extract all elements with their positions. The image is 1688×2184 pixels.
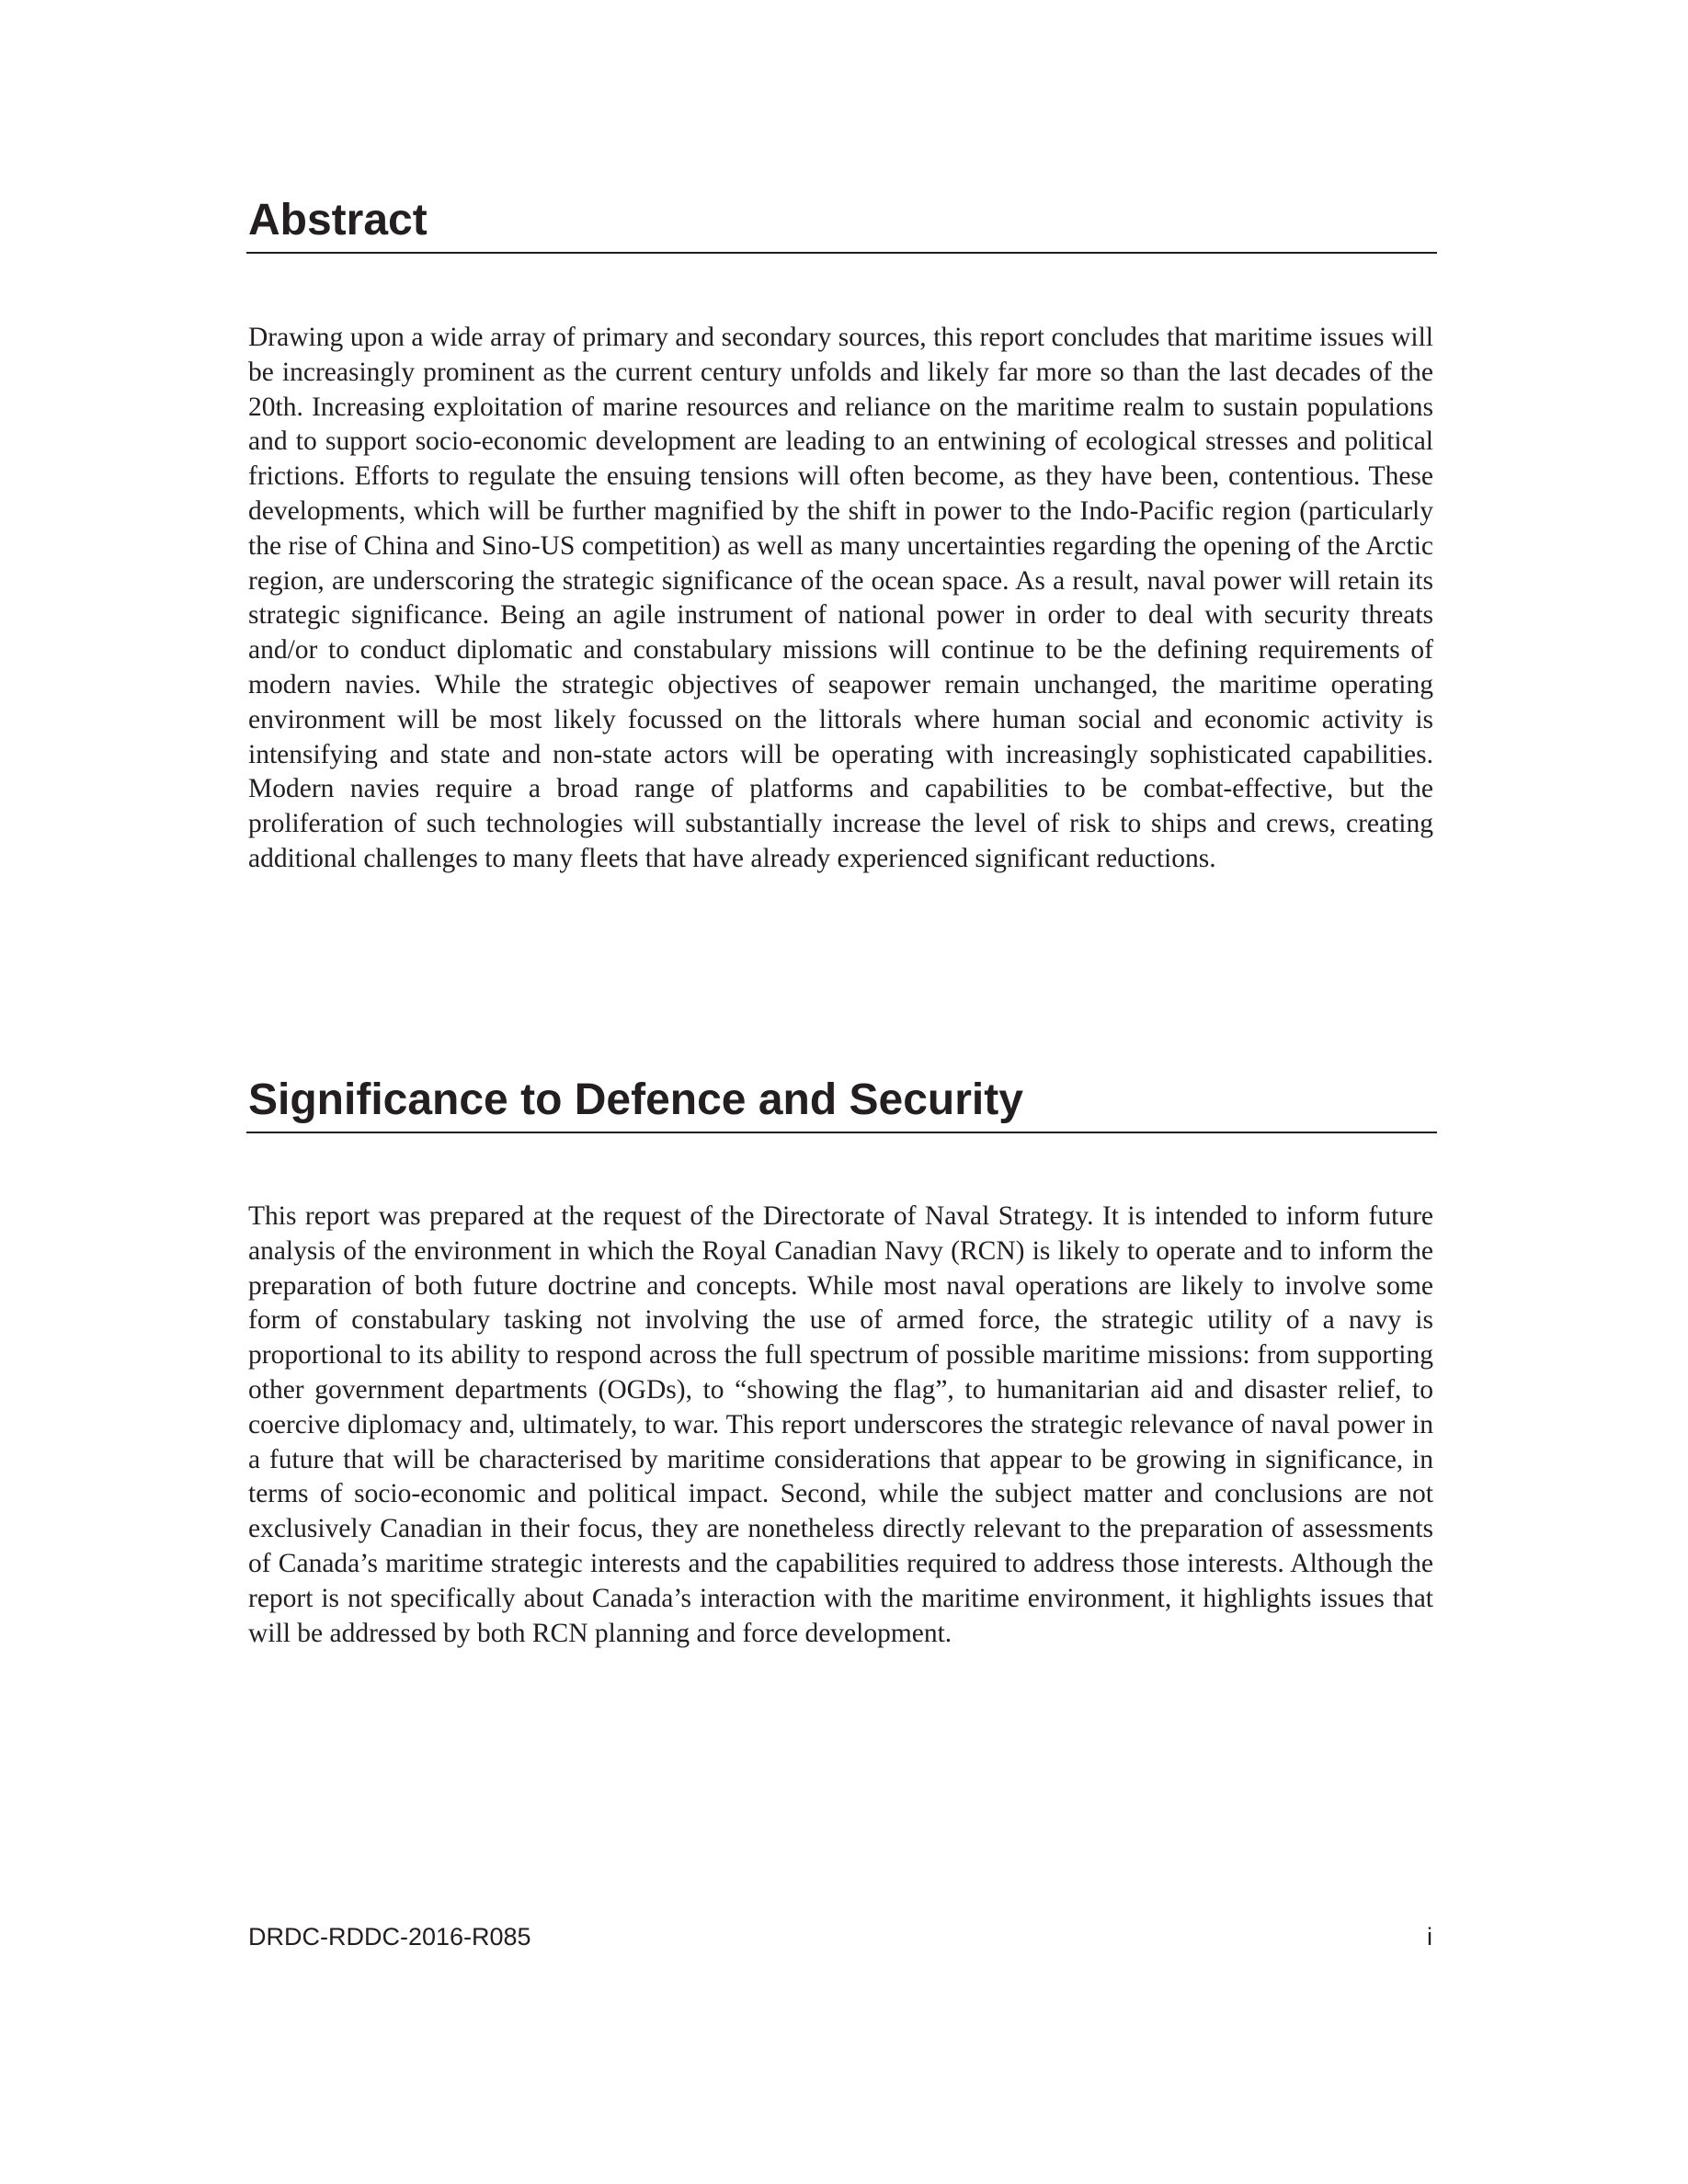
document-id: DRDC-RDDC-2016-R085 bbox=[248, 1923, 531, 1951]
significance-body: This report was prepared at the request of the Directorate of Naval Strategy. It is intended to inform future analysis of the environment in which the Royal Canadian Navy (RCN) is likely to operate and to inform the preparation of both future doctrine and concepts. While most naval operations are likely to involve some form of constabulary tasking not involving the use of armed force, the strategic utility of a navy is proportional to its ability to respond across the full spectrum of possible maritime missions: from supporting other government departments (OGDs), to “showing the flag”, to humanitarian aid and disaster relief, to coercive diplomacy and, ultimately, to war. This report underscores the strategic relevance of naval power in a future that will be characterised by maritime considerations that appear to be growing in significance, in terms of socio-economic and political impact. Second, while the subject matter and conclusions are not exclusively Canadian in their focus, they are nonetheless directly relevant to the preparation of assessments of Canada’s maritime strategic interests and the capabilities required to address those interests. Although the report is not specifically about Canada’s interaction with the maritime environment, it highlights issues that will be addressed by both RCN planning and force development. bbox=[248, 1201, 1433, 1648]
significance-heading: Significance to Defence and Security bbox=[246, 1075, 1437, 1133]
abstract-heading: Abstract bbox=[246, 195, 1437, 254]
abstract-body: Drawing upon a wide array of primary and secondary sources, this report concludes that maritime issues will be increasingly prominent as the current century unfolds and likely far more so than the last decades of the 20th. Increasing exploitation of marine resources and reliance on the maritime realm to sustain populations and to support socio-economic development are leading to an entwining of ecological stresses and political frictions. Efforts to regulate the ensuing tensions will often become, as they have been, contentious. These developments, which will be further magnified by the shift in power to the Indo-Pacific region (particularly the rise of China and Sino-US competition) as well as many uncertainties regarding the opening of the Arctic region, are underscoring the strategic significance of the ocean space. As a result, naval power will retain its strategic significance. Being an agile instrument of national power in order to deal with security threats and/or to conduct diplomatic and constabulary missions will continue to be the defining requirements of modern navies. While the strategic objectives of seapower remain unchanged, the maritime operating environment will be most likely focussed on the littorals where human social and economic activity is intensifying and state and non-state actors will be operating with increasingly sophisticated capabilities. Modern navies require a broad range of platforms and capabilities to be combat-effective, but the proliferation of such technologies will substantially increase the level of risk to ships and crews, creating additional challenges to many fleets that have already experienced significant reductions. bbox=[248, 323, 1433, 873]
abstract-section bbox=[246, 195, 1437, 877]
page-number: i bbox=[1427, 1923, 1432, 1951]
significance-section bbox=[246, 1075, 1437, 1651]
